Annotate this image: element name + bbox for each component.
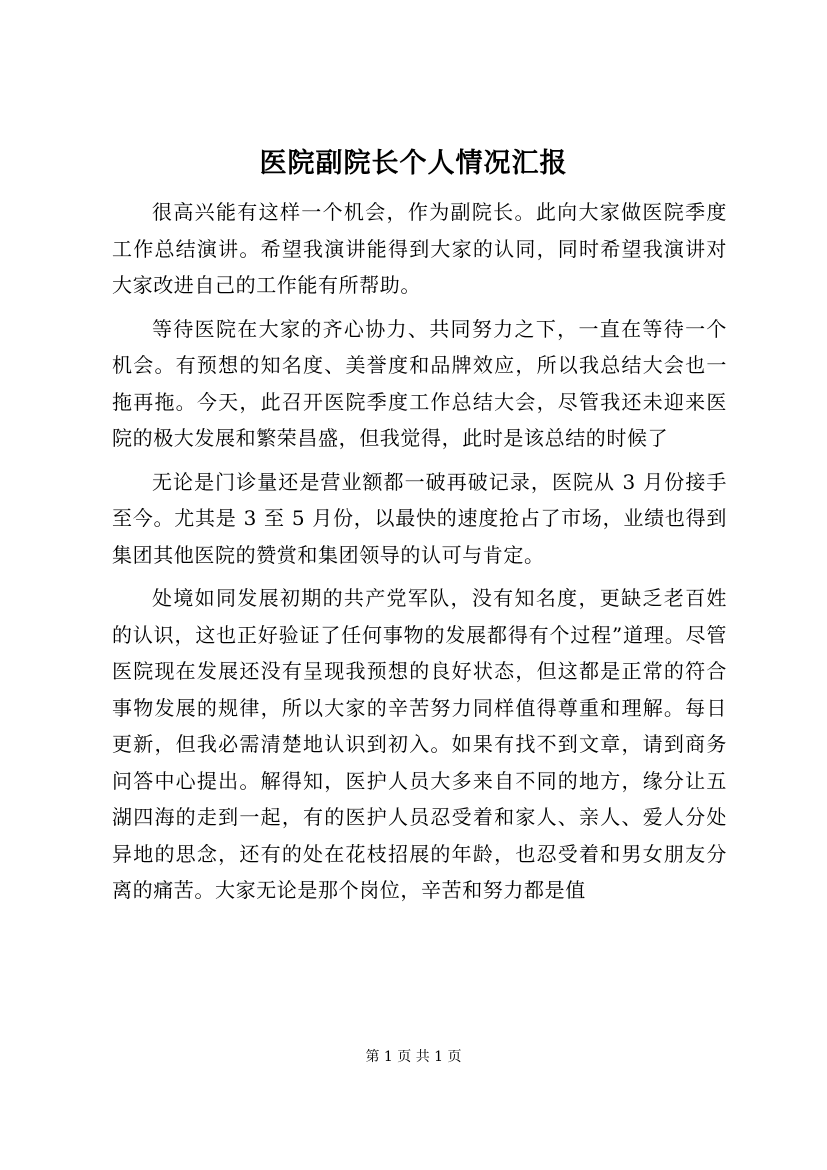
paragraph-3: 无论是门诊量还是营业额都一破再破记录，医院从 3 月份接手至今。尤其是 3 至 5 月份，以最快的速度抢占了市场，业绩也得到集团其他医院的赞赏和集团领导的认可与肯定。 [112,469,727,567]
document-body [112,194,727,909]
paragraph-2: 等待医院在大家的齐心协力、共同努力之下，一直在等待一个机会。有预想的知名度、美誉度和品牌效应，所以我总结大会也一拖再拖。今天，此召开医院季度工作总结大会，尽管我还未迎来医院的极大发展和繁荣昌盛，但我觉得，此时是该总结的时候了 [112,316,727,450]
paragraph-1: 很高兴能有这样一个机会，作为副院长。此向大家做医院季度工作总结演讲。希望我演讲能得到大家的认同，同时希望我演讲对大家改进自己的工作能有所帮助。 [112,200,727,297]
paragraph-4: 处境如同发展初期的共产党军队，没有知名度，更缺乏老百姓的认识，这也正好验证了任何事物的发展都得有个过程”道理。尽管医院现在发展还没有呈现我预想的良好状态，但这都是正常的符合事物发展的规律，所以大家的辛苦努力同样值得尊重和理解。每日更新，但我必需清楚地认识到初入。如果有找不到文章，请到商务问答中心提出。解得知，医护人员大多来自不同的地方，缘分让五湖四海的走到一起，有的医护人员忍受着和家人、亲人、爱人分处异地的思念，还有的处在花枝招展的年龄，也忍受着和男女朋友分离的痛苦。大家无论是那个岗位，辛苦和努力都是值 [112,586,727,902]
page-footer: 第 1 页 共 1 页 [365,1049,462,1065]
document-title: 医院副院长个人情况汇报 [259,148,568,179]
